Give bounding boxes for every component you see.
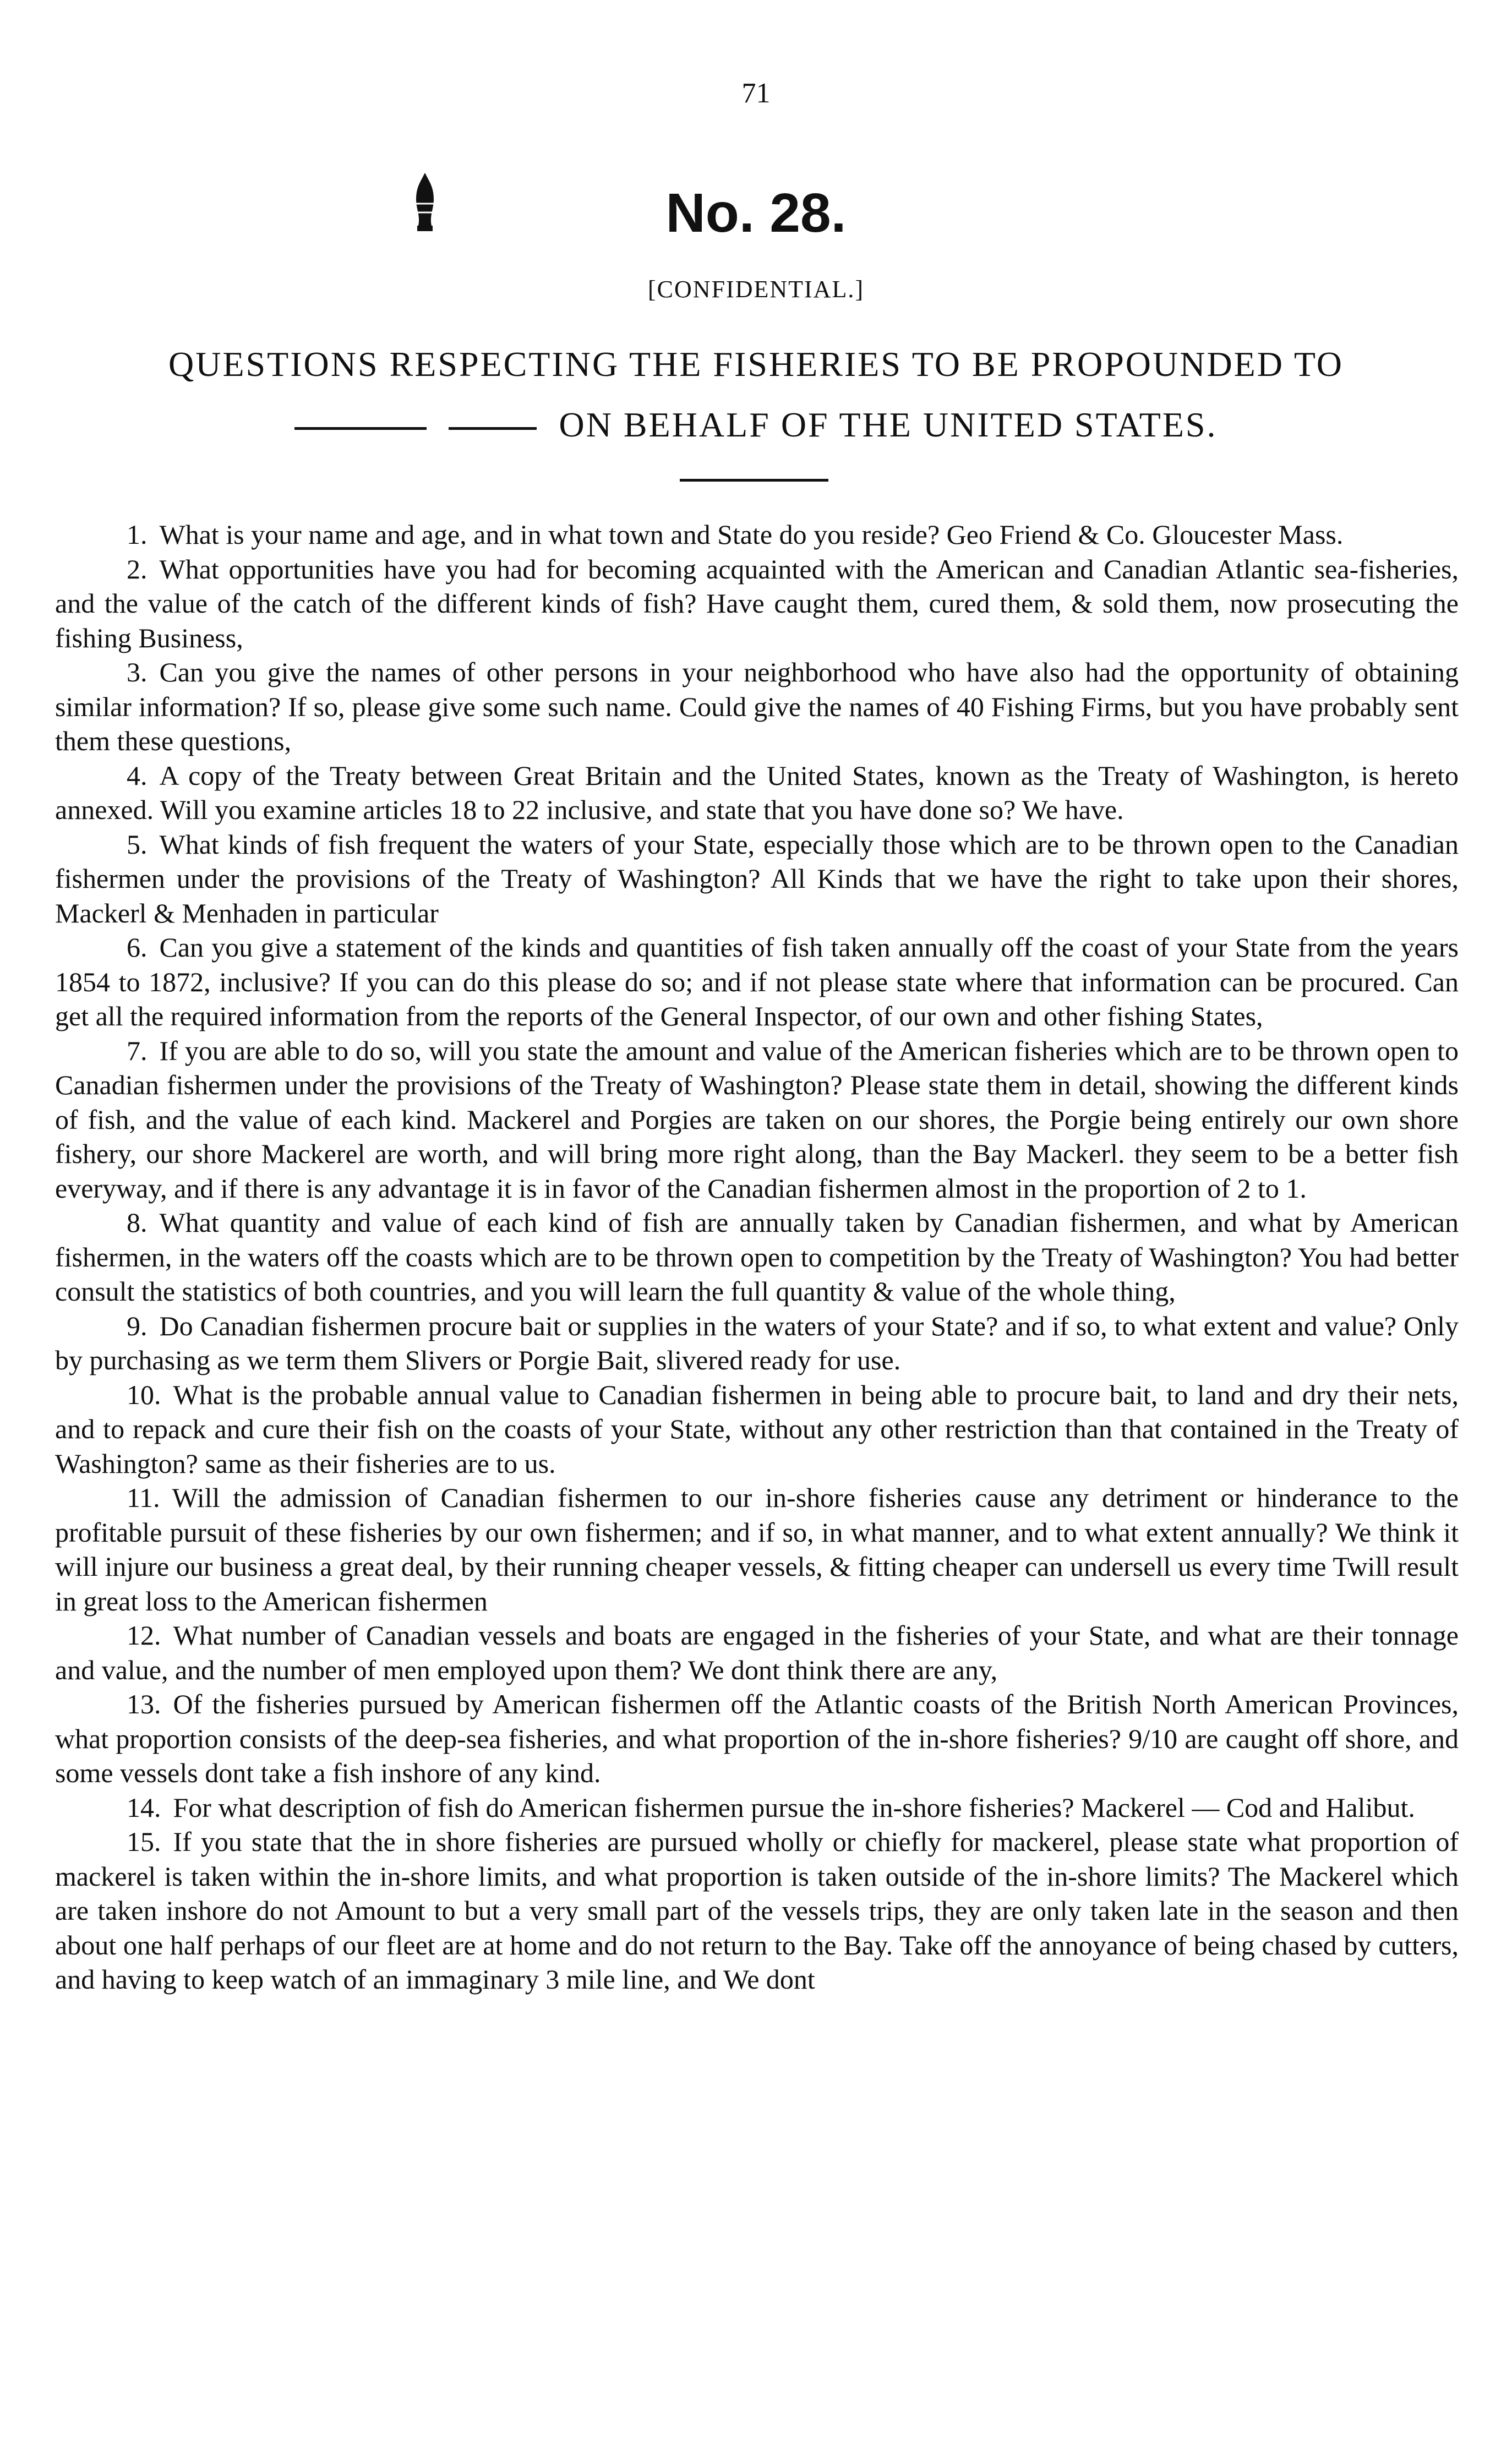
document-number: No. 28. [665, 182, 847, 244]
question-text: What kinds of fish frequent the waters of your State, especially those which are to be thrown open to the Canadian fishermen under the provisions of the Treaty of Washington? [55, 828, 1459, 894]
question-number: 6. [127, 932, 148, 963]
question-text: A copy of the Treaty between Great Britain and the United States, known as the Treaty of Washington, is hereto annexed. Will you examine articles 18 to 22 inclusive, and state that you have done so? [55, 760, 1459, 825]
question-answer: same as their fisheries are to us. [205, 1448, 556, 1479]
question-answer: Mackerel and Porgies are taken on our shores, the Porgie being entirely our own shore fishery, our shore Mackerel are worth, and will bring more right along, than the Bay Mackerl. they seem to be a better fish everyway, and if there is any advantage it is in favor of the Canadian fishermen almost in the proportion of 2 to 1. [55, 1104, 1459, 1204]
question-number: 3. [127, 657, 148, 687]
question-item [55, 1378, 1459, 1481]
question-answer: We think it will injure our business a great deal, by their running cheaper vessels, & fitting cheaper can undersell us every time Twill result in great loss to the American fishermen [55, 1516, 1459, 1617]
question-item [55, 930, 1459, 1034]
question-item [55, 552, 1459, 656]
question-item [55, 517, 1459, 552]
question-answer: We have. [1022, 794, 1124, 825]
question-text: Can you give the names of other persons in your neighborhood who have also had the opportunity of obtaining similar information? If so, please give some such name. [55, 657, 1459, 722]
question-answer: Geo Friend & Co. Gloucester Mass. [946, 519, 1344, 550]
question-answer: You had better consult the statistics of both countries, and you will learn the full quantity & value of the whole thing, [55, 1241, 1459, 1307]
title-line-2-text: ON BEHALF OF THE UNITED STATES. [559, 405, 1218, 444]
question-number: 7. [127, 1035, 148, 1066]
question-item [55, 1309, 1459, 1378]
title-divider [680, 479, 828, 482]
question-answer: Have caught them, cured them, & sold them, now prosecuting the fishing Business, [55, 588, 1459, 653]
document-title-line-2 [0, 405, 1512, 445]
question-number: 8. [127, 1207, 148, 1238]
question-text: Of the fisheries pursued by American fishermen off the Atlantic coasts of the British North American Provinces, what proportion consists of the deep-sea fisheries, and what proportion of the in-shore fisheries? [55, 1689, 1459, 1754]
question-number: 5. [127, 828, 148, 860]
question-text: If you are able to do so, will you state the amount and value of the American fisheries which are to be thrown open to Canadian fishermen under the provisions of the Treaty of Washington? Please state them in detail, showing the different kinds of fish, and the value of each kind. [55, 1035, 1459, 1135]
question-answer: Only by purchasing as we term them Slivers or Porgie Bait, slivered ready for use. [55, 1310, 1459, 1375]
question-text: If you state that the in shore fisheries are pursued wholly or chiefly for mackerel, please state what proportion of mackerel is taken within the in-shore limits, and what proportion is taken outside of the in-shore limits? [55, 1826, 1459, 1892]
question-item [55, 1687, 1459, 1790]
question-answer: We dont think there are any, [688, 1654, 998, 1685]
question-answer: 9/10 are caught off shore, and some vessels dont take a fish inshore of any kind. [55, 1723, 1459, 1788]
question-number: 13. [127, 1689, 161, 1719]
question-text: What quantity and value of each kind of fish are annually taken by Canadian fishermen, and what by American fishermen, in the waters off the coasts which are to be thrown open to competition by the Treaty of Washington? [55, 1207, 1459, 1273]
question-answer: Mackerel — Cod and Halibut. [1081, 1792, 1415, 1823]
question-item [55, 1481, 1459, 1618]
question-item [55, 1790, 1459, 1825]
question-text: What number of Canadian vessels and boats are engaged in the fisheries of your State, and what are their tonnage and value, and the number of men employed upon them? [55, 1620, 1459, 1685]
question-answer: Could give the names of 40 Fishing Firms, but you have probably sent them these questions, [55, 691, 1459, 756]
question-number: 10. [127, 1379, 161, 1410]
question-number: 11. [127, 1482, 160, 1513]
question-number: 15. [127, 1826, 161, 1857]
question-answer: All Kinds that we have the right to take upon their shores, Mackerl & Menhaden in particular [55, 863, 1459, 929]
question-item [55, 1825, 1459, 1997]
question-number: 1. [127, 519, 148, 550]
question-text: Do Canadian fishermen procure bait or supplies in the waters of your State? and if so, to what extent and value? [159, 1310, 1397, 1341]
blank-name-line [449, 427, 537, 430]
question-number: 14. [127, 1792, 161, 1823]
questions-list [55, 517, 1459, 1997]
page-number: 71 [741, 78, 771, 109]
question-number: 12. [127, 1620, 161, 1651]
question-text: What is your name and age, and in what town and State do you reside? [159, 519, 940, 550]
classification-label: [CONFIDENTIAL.] [648, 276, 864, 303]
question-item [55, 758, 1459, 827]
blank-name-line [294, 427, 427, 430]
question-number: 2. [127, 553, 148, 585]
question-text: What is the probable annual value to Canadian fishermen in being able to procure bait, to land and dry their nets, and to repack and cure their fish on the coasts of your State, without any other restriction than that contained in the Treaty of Washington? [55, 1379, 1459, 1479]
question-number: 4. [127, 760, 148, 791]
question-number: 9. [127, 1310, 148, 1341]
document-title-line-1: QUESTIONS RESPECTING THE FISHERIES TO BE PROPOUNDED TO [168, 345, 1344, 384]
question-item [55, 655, 1459, 758]
question-text: What opportunities have you had for becoming acquainted with the American and Canadian Atlantic sea-fisheries, and the value of the catch of the different kinds of fish? [55, 553, 1459, 619]
question-answer: The Mackerel which are taken inshore do not Amount to but a very small part of the vessels trips, they are only taken late in the season and then about one half perhaps of our fleet are at home and do not return to the Bay. Take off the annoyance of being chased by cutters, and having to keep watch of an immaginary 3 mile line, and We dont [55, 1860, 1459, 1995]
question-item [55, 1205, 1459, 1309]
question-item [55, 1034, 1459, 1206]
question-text: Will the admission of Canadian fishermen to our in-shore fisheries cause any detriment or hinderance to the profitable pursuit of these fisheries by our own fishermen; and if so, in what manner, and to what extent annually? [55, 1482, 1459, 1548]
question-text: For what description of fish do American fishermen pursue the in-shore fisheries? [173, 1792, 1074, 1823]
question-answer: Can get all the required information from the reports of the General Inspector, of our own and other fishing States, [55, 966, 1459, 1031]
question-item [55, 827, 1459, 931]
question-text: Can you give a statement of the kinds and quantities of fish taken annually off the coast of your State from the years 1854 to 1872, inclusive? If you can do this please do so; and if not please state where that information can be procured. [55, 932, 1459, 997]
question-item [55, 1618, 1459, 1687]
